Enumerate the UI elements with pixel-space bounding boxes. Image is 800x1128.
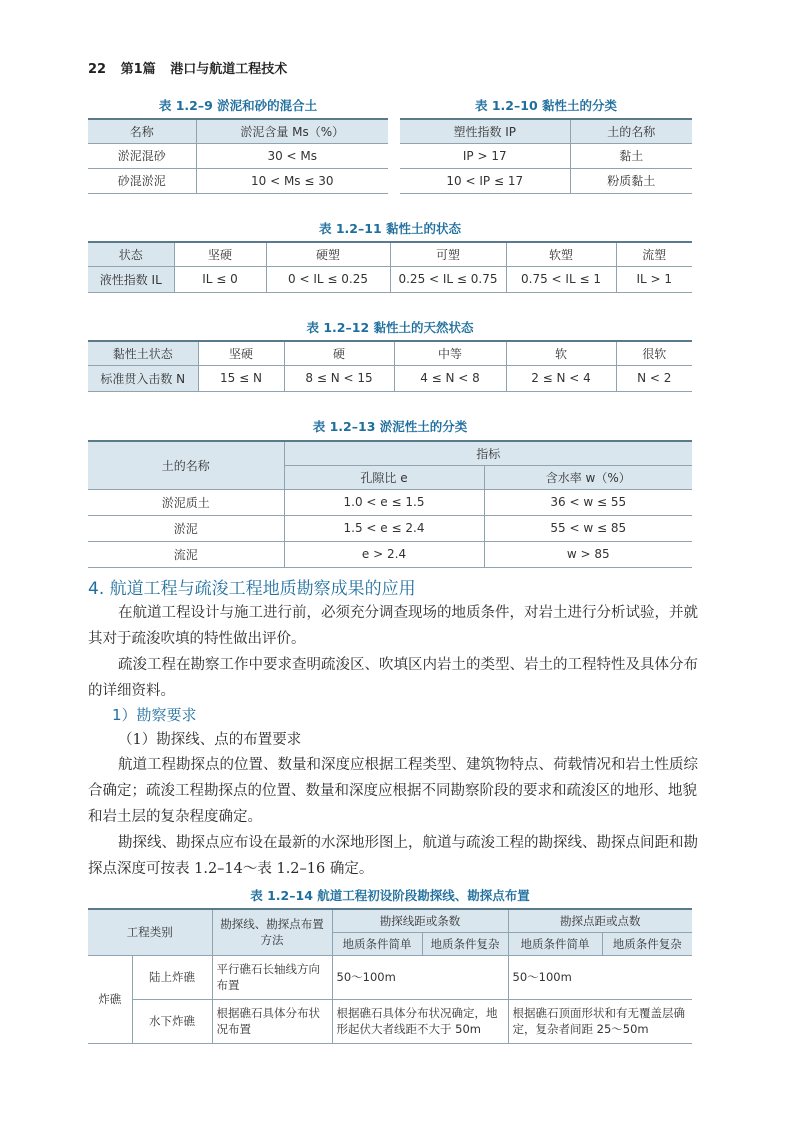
table-cell: 0.25 < IL ≤ 0.75 xyxy=(390,266,506,292)
table-10 xyxy=(400,118,692,194)
table-9-caption: 表 1.2–9 淤泥和砂的混合土 xyxy=(158,98,318,113)
table-13 xyxy=(88,440,692,568)
table-cell: 4 ≤ N < 8 xyxy=(394,365,506,391)
table-cell: 15 ≤ N xyxy=(198,365,284,391)
table-header: 土的名称 xyxy=(88,441,284,489)
table-header: 塑性指数 IP xyxy=(400,119,570,143)
table-cell: 2 ≤ N < 4 xyxy=(506,365,616,391)
paragraph: 航道工程勘探点的位置、数量和深度应根据工程类型、建筑物特点、荷载情况和岩土性质综合确定；疏浚工程勘探点的位置、数量和深度应根据不同勘察阶段的要求和疏浚区的地形、地貌和岩土层的复杂程度确定。 xyxy=(88,757,698,825)
table-cell: 50～100m xyxy=(332,955,508,999)
table-header: 勘探点距或点数 xyxy=(508,909,692,932)
table-cell: 流泥 xyxy=(88,541,284,567)
table-cell: 炸礁 xyxy=(88,955,132,1043)
table-header: 标准贯入击数 N xyxy=(88,365,198,391)
table-cell: 坚硬 xyxy=(174,242,266,266)
table-11-caption: 表 1.2–11 黏性土的状态 xyxy=(319,221,461,236)
table-cell: 中等 xyxy=(394,341,506,365)
table-cell: 1.0 < e ≤ 1.5 xyxy=(284,489,484,515)
table-header: 指标 xyxy=(284,441,692,465)
table-13-caption: 表 1.2–13 淤泥性土的分类 xyxy=(312,419,468,434)
table-cell: 流塑 xyxy=(616,242,692,266)
table-cell: w > 85 xyxy=(484,541,692,567)
page-header xyxy=(88,58,708,77)
table-header: 勘探线距或条数 xyxy=(332,909,508,932)
table-cell: 10 < IP ≤ 17 xyxy=(400,168,570,193)
table-header: 地质条件复杂 xyxy=(602,932,692,955)
table-cell: 30 < Ms xyxy=(196,143,388,168)
table-12-caption: 表 1.2–12 黏性土的天然状态 xyxy=(306,320,474,335)
table-cell: 根据礁石具体分布状况确定，地形起伏大者线距不大于 50m xyxy=(332,999,508,1043)
table-cell: 陆上炸礁 xyxy=(132,955,212,999)
table-14 xyxy=(88,908,692,1044)
table-11 xyxy=(88,241,692,293)
table-cell: 10 < Ms ≤ 30 xyxy=(196,168,388,193)
table-cell: 砂混淤泥 xyxy=(88,168,196,193)
table-cell: 水下炸礁 xyxy=(132,999,212,1043)
table-header: 含水率 w（%） xyxy=(484,465,692,489)
table-header: 地质条件复杂 xyxy=(422,932,508,955)
table-header: 淤泥含量 Ms（%） xyxy=(196,119,388,143)
table-cell: 坚硬 xyxy=(198,341,284,365)
table-cell: 淤泥质土 xyxy=(88,489,284,515)
page-number: 22 xyxy=(88,62,107,77)
table-cell: 硬 xyxy=(284,341,394,365)
table-header: 黏性土状态 xyxy=(88,341,198,365)
table-cell: 0 < IL ≤ 0.25 xyxy=(266,266,390,292)
table-cell: 很软 xyxy=(616,341,692,365)
table-9 xyxy=(88,118,388,194)
table-cell: IL > 1 xyxy=(616,266,692,292)
paragraph: 疏浚工程在勘察工作中要求查明疏浚区、吹填区内岩土的类型、岩土的工程特性及具体分布的详细资料。 xyxy=(88,657,698,699)
subsection-heading: 1）勘察要求 xyxy=(112,706,197,724)
paragraph: 勘探线、勘探点应布设在最新的水深地形图上，航道与疏浚工程的勘探线、勘探点间距和勘探点深度可按表 1.2–14～表 1.2–16 确定。 xyxy=(88,835,698,877)
table-cell: 软 xyxy=(506,341,616,365)
table-10-caption: 表 1.2–10 黏性土的分类 xyxy=(475,98,617,113)
book-title: 港口与航道工程技术 xyxy=(170,62,288,77)
table-header: 地质条件简单 xyxy=(332,932,422,955)
table-header: 孔隙比 e xyxy=(284,465,484,489)
table-cell: 粉质黏土 xyxy=(570,168,692,193)
table-cell: e > 2.4 xyxy=(284,541,484,567)
table-cell: 36 < w ≤ 55 xyxy=(484,489,692,515)
table-cell: 50～100m xyxy=(508,955,692,999)
table-cell: 根据礁石顶面形状和有无覆盖层确定，复杂者间距 25～50m xyxy=(508,999,692,1043)
table-14-caption: 表 1.2–14 航道工程初设阶段勘探线、勘探点布置 xyxy=(250,888,530,903)
list-item: （1）勘探线、点的布置要求 xyxy=(118,732,302,748)
table-header: 状态 xyxy=(88,242,174,266)
table-cell: 黏土 xyxy=(570,143,692,168)
table-cell: 1.5 < e ≤ 2.4 xyxy=(284,515,484,541)
table-cell: 8 ≤ N < 15 xyxy=(284,365,394,391)
table-cell: 55 < w ≤ 85 xyxy=(484,515,692,541)
table-header: 地质条件简单 xyxy=(508,932,602,955)
part-label: 第1篇 xyxy=(120,62,156,77)
paragraph: 在航道工程设计与施工进行前，必须充分调查现场的地质条件，对岩土进行分析试验，并就其对于疏浚吹填的特性做出评价。 xyxy=(88,605,698,647)
table-header: 工程类别 xyxy=(88,909,212,955)
table-header: 土的名称 xyxy=(570,119,692,143)
table-cell: 软塑 xyxy=(506,242,616,266)
table-cell: IP > 17 xyxy=(400,143,570,168)
table-cell: 淤泥混砂 xyxy=(88,143,196,168)
table-cell: 淤泥 xyxy=(88,515,284,541)
table-cell: 平行礁石长轴线方向布置 xyxy=(212,955,332,999)
table-cell: N < 2 xyxy=(616,365,692,391)
table-header: 勘探线、勘探点布置方法 xyxy=(212,909,332,955)
table-header: 名称 xyxy=(88,119,196,143)
table-cell: 硬塑 xyxy=(266,242,390,266)
table-cell: IL ≤ 0 xyxy=(174,266,266,292)
table-cell: 可塑 xyxy=(390,242,506,266)
table-cell: 0.75 < IL ≤ 1 xyxy=(506,266,616,292)
table-12 xyxy=(88,340,692,392)
section-heading: 4. 航道工程与疏浚工程地质勘察成果的应用 xyxy=(88,579,416,599)
table-header: 液性指数 IL xyxy=(88,266,174,292)
table-cell: 根据礁石具体分布状况布置 xyxy=(212,999,332,1043)
